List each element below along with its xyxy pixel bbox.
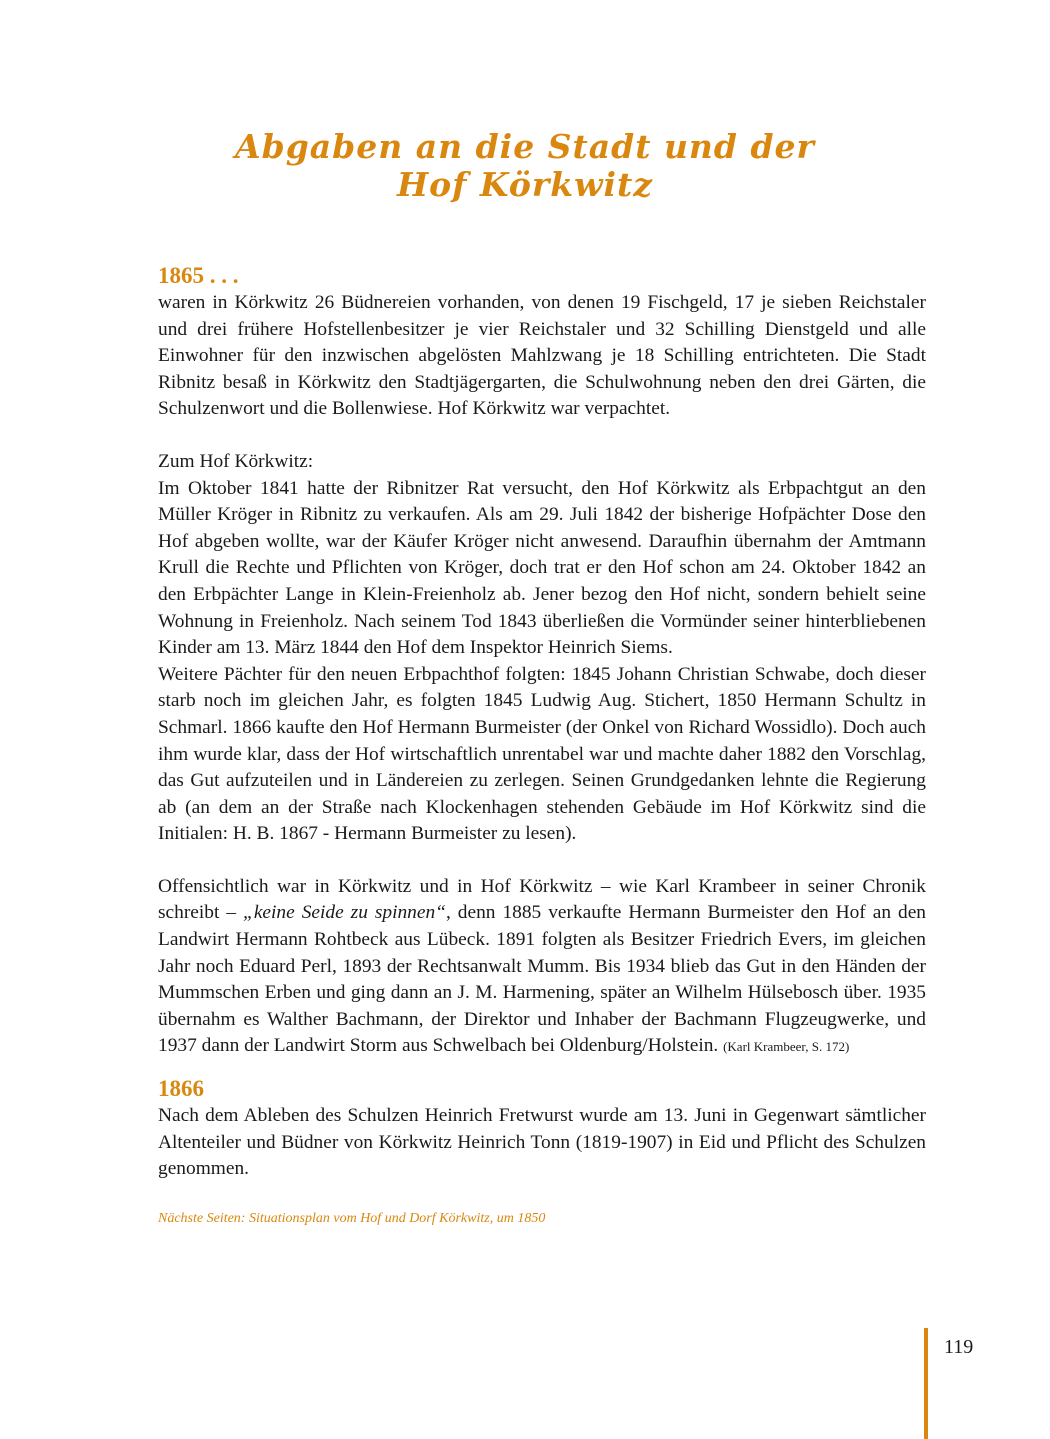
citation-krambeer: (Karl Krambeer, S. 172) xyxy=(723,1039,850,1055)
page-number-rule xyxy=(924,1328,928,1439)
spacer xyxy=(158,1183,926,1209)
paragraph-hof-1: Im Oktober 1841 hatte der Ribnitzer Rat versucht, den Hof Körkwitz als Erbpachtgut an den Müller Kröger in Ribnitz zu verkaufen. Als am 29. Juli 1842 der bisherige Hofpächter Dose den Hof abgeben wollte, war der Käufer Kröger nicht anwesend. Daraufhin übernahm der Amtmann Krull die Rechte und Pflichten von Kröger, doch trat er den Hof schon am 24. Oktober 1842 an den Erbpächter Lange in Klein-Freienholz ab. Jener bezog den Hof nicht, sondern behielt seine Wohnung in Freienholz. Nach seinem Tod 1843 überließen die Vormünder seiner hinterbliebenen Kinder am 13. März 1844 den Hof dem Inspektor Heinrich Siems. xyxy=(158,477,926,659)
page-title-line-2: Hof Körkwitz xyxy=(396,165,654,204)
spacer xyxy=(158,423,926,449)
paragraph-1866: Nach dem Ableben des Schulzen Heinrich Fretwurst wurde am 13. Juni in Gegenwart sämtlicher Altenteiler und Büdner von Körkwitz Heinrich Tonn (1819-1907) in Eid und Pflicht des Schulzen genommen. xyxy=(158,1105,926,1180)
paragraph-hof-2: Weitere Pächter für den neuen Erbpachthof folgten: 1845 Johann Christian Schwabe, doch dieser starb noch im gleichen Jahr, es folgten 1845 Ludwig Aug. Stichert, 1850 Hermann Schultz in Schmarl. 1866 kaufte den Hof Hermann Burmeister (der Onkel von Richard Wossidlo). Doch auch ihm wurde klar, dass der Hof wirtschaftlich unrentabel war und machte daher 1882 den Vorschlag, das Gut aufzuteilen und in Ländereien zu zerlegen. Seinen Grundgedanken lehnte die Regierung ab (an dem an der Straße nach Klockenhagen stehenden Gebäude im Hof Körkwitz sind die Initialen: H. B. 1867 - Hermann Burmeister zu lesen). xyxy=(158,663,926,845)
page-title-line-1: Abgaben an die Stadt und der xyxy=(235,127,815,166)
caption-next-pages: Nächste Seiten: Situationsplan vom Hof und Dorf Körkwitz, um 1850 xyxy=(158,1210,546,1226)
spacer xyxy=(158,848,926,874)
paragraph-hof-3-start: Offensichtlich war in Körkwitz und in Hof Körkwitz – wie Karl Krambeer in seiner Chronik schreibt – xyxy=(158,875,926,924)
paragraph-1865: waren in Körkwitz 26 Büdnereien vorhanden, von denen 19 Fischgeld, 17 je sieben Reichstaler und drei frühere Hofstellenbesitzer je vier Reichstaler und 32 Schilling Dienstgeld und alle Einwohner für den inzwischen abgelösten Mahlzwang je 18 Schilling entrichteten. Die Stadt Ribnitz besaß in Körkwitz den Stadtjägergarten, die Schulwohnung neben den drei Gärten, die Schulzenwort und die Bollenwiese. Hof Körkwitz war verpachtet. xyxy=(158,292,926,420)
subheading-hof: Zum Hof Körkwitz: xyxy=(158,450,314,472)
article-body xyxy=(158,262,926,1229)
year-heading-1866: 1866 xyxy=(158,1076,204,1102)
page-title xyxy=(0,128,1050,204)
paragraph-hof-3-end: , denn 1885 verkaufte Hermann Burmeister den Hof an den Landwirt Hermann Rohtbeck aus Lübeck. 1891 folgten als Besitzer Friedrich Evers, im gleichen Jahr noch Eduard Perl, 1893 der Rechtsanwalt Mumm. Bis 1934 blieb das Gut in den Händen der Mummschen Erben und ging dann an J. M. Harmening, später an Wilhelm Hülsebosch über. 1935 übernahm es Walther Bachmann, der Direktor und Inhaber der Bachmann Flugzeugwerke, und 1937 dann der Landwirt Storm aus Schwelbach bei Oldenburg/Holstein. xyxy=(158,902,926,1057)
year-heading-1865: 1865 . . . xyxy=(158,263,239,288)
paragraph-hof-3 xyxy=(158,874,926,1061)
quote-keine-seide: „keine Seide zu spinnen“ xyxy=(243,902,446,924)
page-number: 119 xyxy=(944,1336,974,1358)
spacer xyxy=(158,1061,926,1075)
